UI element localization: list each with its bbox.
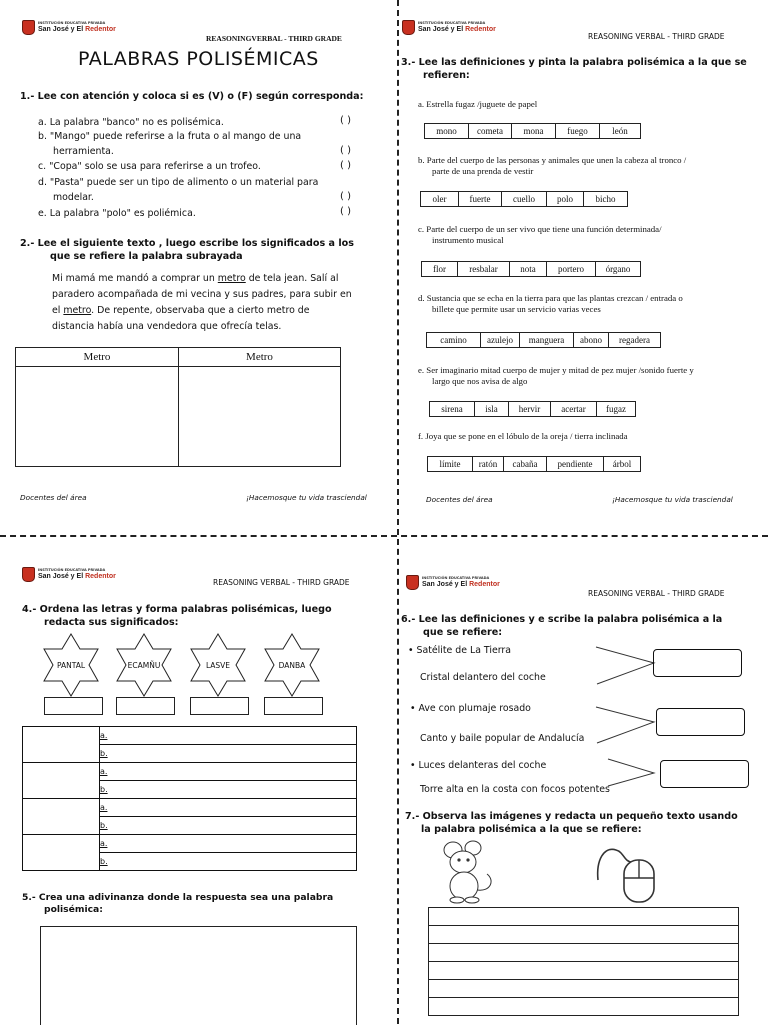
question-2-title: 2.- Lee el siguiente texto , luego escribe los significados a los que se refiere la palabra subrayada: [20, 238, 354, 262]
word-option[interactable]: camino: [426, 332, 480, 348]
metro-answer-1[interactable]: [16, 367, 179, 467]
star-card-4: [259, 632, 325, 698]
star-card-2: [111, 632, 177, 698]
q1-item-a: a. La palabra "banco" no es polisémica.: [38, 117, 224, 128]
school-crest-icon: [22, 567, 35, 582]
question-6-title: 6.- Lee las definiciones y e scribe la palabra polisémica a la que se refiere:: [401, 614, 723, 638]
q6-def-3b: Torre alta en la costa con focos potentes: [420, 784, 610, 795]
word-option[interactable]: polo: [546, 191, 583, 207]
word-option[interactable]: pendiente: [546, 456, 603, 472]
q1-item-b-cont: herramienta.: [53, 146, 114, 157]
word-option[interactable]: mona: [511, 123, 555, 139]
school-crest-icon: [22, 20, 35, 35]
q3-words-a: [424, 123, 641, 139]
question-5-title: 5.- Crea una adivinanza donde la respuesta sea una palabra polisémica:: [22, 892, 334, 915]
q3-def-d: d. Sustancia que se echa en la tierra para que las plantas crezcan / entrada o billete que permite usar un servicio varias veces: [418, 293, 683, 314]
answer-paren-c[interactable]: ( ): [340, 160, 351, 171]
q6-def-2a: • Ave con plumaje rosado: [410, 703, 531, 714]
word-cell[interactable]: [23, 799, 100, 835]
word-option[interactable]: resbalar: [457, 261, 509, 277]
q1-item-d-cont: modelar.: [53, 192, 94, 203]
word-cell[interactable]: [23, 727, 100, 763]
q1-item-b: b. "Mango" puede referirse a la fruta o al mango de una: [38, 131, 302, 142]
meaning-a[interactable]: a.: [100, 799, 357, 817]
metro-answer-2[interactable]: [179, 367, 341, 467]
metro-col-2: Metro: [179, 348, 341, 367]
riddle-box[interactable]: [40, 926, 357, 1025]
mouse-animal-icon: [437, 840, 499, 904]
meaning-b[interactable]: b.: [100, 781, 357, 799]
star-card-3: [185, 632, 251, 698]
word-option[interactable]: nota: [509, 261, 546, 277]
answer-box-q6-2[interactable]: [656, 708, 745, 736]
question-7-title: 7.- Observa las imágenes y redacta un pequeño texto usando la palabra polisémica a la que se refiere:: [405, 811, 738, 835]
word-option[interactable]: fuego: [555, 123, 599, 139]
answer-box-1[interactable]: [44, 697, 103, 715]
page-title: PALABRAS POLISÉMICAS: [78, 48, 319, 70]
page-header: REASONINGVERBAL - THIRD GRADE: [206, 34, 342, 43]
word-cell[interactable]: [23, 763, 100, 799]
metro-table: [15, 347, 341, 467]
answer-box-q6-3[interactable]: [660, 760, 749, 788]
meaning-a[interactable]: a.: [100, 763, 357, 781]
word-option[interactable]: árbol: [603, 456, 641, 472]
q3-def-a: a. Estrella fugaz /juguete de papel: [418, 99, 538, 109]
answer-paren-d[interactable]: ( ): [340, 191, 351, 202]
scrambled-word: LASVE: [205, 660, 231, 670]
meaning-a[interactable]: a.: [100, 835, 357, 853]
q3-def-f: f. Joya que se pone en el lóbulo de la oreja / tierra inclinada: [418, 431, 628, 441]
word-option[interactable]: cuello: [501, 191, 546, 207]
q3-words-d: [426, 332, 661, 348]
word-option[interactable]: límite: [427, 456, 472, 472]
page-header: REASONING VERBAL - THIRD GRADE: [588, 589, 725, 598]
footer-right: ¡Hacemosque tu vida trasciendal: [246, 493, 367, 502]
word-option[interactable]: león: [599, 123, 641, 139]
footer-right: ¡Hacemosque tu vida trasciendal: [612, 495, 733, 504]
page-header: REASONING VERBAL - THIRD GRADE: [588, 32, 725, 41]
writing-lines[interactable]: [428, 907, 739, 1016]
word-option[interactable]: manguera: [519, 332, 573, 348]
word-option[interactable]: abono: [573, 332, 608, 348]
meaning-b[interactable]: b.: [100, 853, 357, 871]
school-crest-icon: [406, 575, 419, 590]
meanings-table: [22, 726, 357, 871]
word-option[interactable]: órgano: [595, 261, 641, 277]
scrambled-word: ECAMÑU: [127, 660, 161, 670]
q6-def-1a: • Satélite de La Tierra: [408, 645, 512, 656]
q1-item-c: c. "Copa" solo se usa para referirse a un trofeo.: [38, 161, 261, 172]
meaning-b[interactable]: b.: [100, 817, 357, 835]
q6-def-3a: • Luces delanteras del coche: [410, 760, 547, 771]
school-logo: [22, 20, 116, 35]
school-line: INSTITUCIÓN EDUCATIVA PRIVADA: [38, 21, 106, 26]
page-header: REASONING VERBAL - THIRD GRADE: [213, 578, 350, 587]
word-option[interactable]: mono: [424, 123, 468, 139]
word-option[interactable]: isla: [474, 401, 508, 417]
q6-def-1b: Cristal delantero del coche: [420, 672, 546, 683]
answer-paren-b[interactable]: ( ): [340, 145, 351, 156]
meaning-a[interactable]: a.: [100, 727, 357, 745]
underlined-word: metro: [63, 305, 92, 316]
metro-col-1: Metro: [16, 348, 179, 367]
word-option[interactable]: sirena: [429, 401, 474, 417]
school-crest-icon: [402, 20, 415, 35]
word-option[interactable]: cabaña: [503, 456, 546, 472]
word-option[interactable]: oler: [420, 191, 458, 207]
underlined-word: metro: [217, 273, 246, 284]
q2-text: Mi mamá me mandó a comprar un metro de tela jean. Salí al paradero acompañada de mi vecina y sus padres, para subir en el metro. De repente, observaba que a cierto metro de distancia había una vendedora que ofrecía telas.: [52, 273, 352, 332]
q1-item-e: e. La palabra "polo" es poliémica.: [38, 208, 196, 219]
connector-lines: [594, 640, 656, 790]
word-cell[interactable]: [23, 835, 100, 871]
q3-words-c: [421, 261, 641, 277]
scrambled-word: PANTAL: [56, 660, 86, 670]
q1-item-d: d. "Pasta" puede ser un tipo de alimento o un material para: [38, 177, 319, 188]
school-logo: INSTITUCIÓN EDUCATIVA PRIVADA San José y El Redentor: [406, 575, 500, 590]
word-option[interactable]: fugaz: [596, 401, 636, 417]
word-option[interactable]: azulejo: [480, 332, 519, 348]
q3-def-c: c. Parte del cuerpo de un ser vivo que tiene una función determinada/ instrumento musical: [418, 224, 662, 245]
answer-box-3[interactable]: [190, 697, 249, 715]
q3-def-b: b. Parte del cuerpo de las personas y animales que unen la cabeza al tronco / parte de una prenda de vestir: [418, 155, 687, 176]
answer-paren-a[interactable]: ( ): [340, 115, 351, 126]
computer-mouse-icon: [594, 840, 660, 906]
star-card-1: [38, 632, 104, 698]
school-logo: INSTITUCIÓN EDUCATIVA PRIVADA San José y El Redentor: [22, 567, 116, 582]
q3-words-e: [429, 401, 636, 417]
word-option[interactable]: fuerte: [458, 191, 501, 207]
answer-box-2[interactable]: [116, 697, 175, 715]
q3-words-f: [427, 456, 641, 472]
meaning-b[interactable]: b.: [100, 745, 357, 763]
answer-paren-e[interactable]: ( ): [340, 206, 351, 217]
question-1-title: 1.- Lee con atención y coloca si es (V) o (F) según corresponda:: [20, 91, 364, 102]
footer-left: Docentes del área: [426, 495, 493, 504]
word-option[interactable]: acertar: [550, 401, 596, 417]
school-name: San José y El Redentor: [38, 25, 116, 33]
scrambled-word: DANBA: [278, 660, 306, 670]
school-logo: INSTITUCIÓN EDUCATIVA PRIVADA San José y El Redentor: [402, 20, 496, 35]
page-divider-horizontal: [0, 535, 768, 537]
word-option[interactable]: portero: [546, 261, 595, 277]
q3-def-e: e. Ser imaginario mitad cuerpo de mujer y mitad de pez mujer /sonido fuerte y largo que nos avisa de algo: [418, 365, 694, 386]
word-option[interactable]: regadera: [608, 332, 661, 348]
answer-box-4[interactable]: [264, 697, 323, 715]
word-option[interactable]: flor: [421, 261, 457, 277]
word-option[interactable]: ratón: [472, 456, 503, 472]
word-option[interactable]: hervir: [508, 401, 550, 417]
question-4-title: 4.- Ordena las letras y forma palabras polisémicas, luego redacta sus significados:: [22, 604, 332, 628]
word-option[interactable]: bicho: [583, 191, 628, 207]
answer-box-q6-1[interactable]: [653, 649, 742, 677]
q3-words-b: [420, 191, 628, 207]
footer-left: Docentes del área: [20, 493, 87, 502]
page-divider-vertical: [397, 0, 399, 1024]
word-option[interactable]: cometa: [468, 123, 511, 139]
q6-def-2b: Canto y baile popular de Andalucía: [420, 733, 585, 744]
question-3-title: 3.- Lee las definiciones y pinta la palabra polisémica a la que se refieren:: [401, 57, 747, 81]
